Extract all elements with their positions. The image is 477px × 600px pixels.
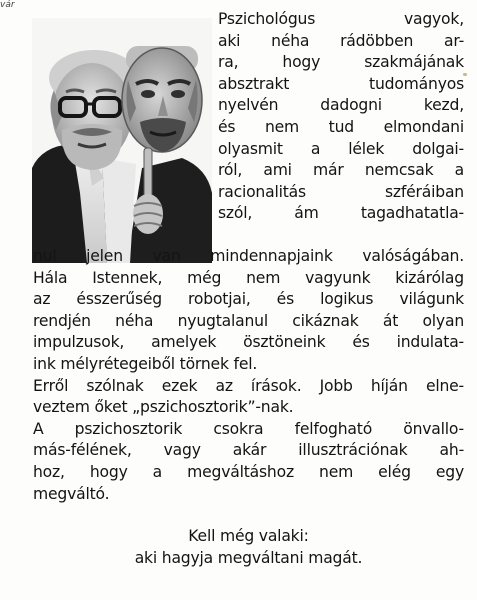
author-photo (32, 18, 212, 263)
intro-paragraph-right (218, 9, 464, 225)
text-line: aki néha rádöbben ar- (218, 31, 464, 50)
text-line: absztrakt tudományos (218, 74, 464, 93)
text-line: megváltó. (33, 484, 110, 503)
text-line: nyelvén dadogni kezd, (218, 96, 464, 115)
text-line: olyasmit a lélek dolgai- (218, 139, 464, 158)
closing-line: Kell még valaki: (188, 527, 309, 545)
intro-paragraph-full (33, 246, 464, 505)
text-line: impulzusok, amelyek ösztöneink és indulata- (33, 333, 464, 352)
text-line: más-félének, vagy akár illusztrációnak ah- (33, 441, 464, 460)
text-line: nul jelen van mindennapjaink valóságában. (33, 247, 464, 265)
text-line: A pszichosztorik csokra felfogható önvallo- (33, 419, 464, 438)
text-line: az ésszerűség robotjai, és logikus világunk (33, 290, 464, 309)
text-line: racionalitás szféráiban (218, 182, 464, 201)
text-line: és nem tud elmondani (218, 117, 464, 136)
text-line: ra, hogy szakmájának (218, 53, 464, 72)
text-line: hoz, hogy a megváltáshoz nem elég egy (33, 462, 464, 481)
closing-lines (33, 526, 464, 569)
text-line: Pszichológus vagyok, (218, 10, 464, 28)
text-line: rendjén néha nyugtalanul cikáznak át olyan (33, 311, 464, 330)
closing-line: aki hagyja megváltani magát. (134, 548, 363, 567)
text-line: veztem őket „pszichosztorik”-nak. (33, 398, 294, 417)
text-line: szól, ám tagadhatatla- (218, 204, 464, 223)
text-line: Hála Istennek, még nem vagyunk kizárólag (33, 268, 464, 287)
author-photo-image (32, 18, 212, 263)
text-line: ról, ami már nemcsak a (218, 161, 464, 180)
text-line: Erről szólnak ezek az írások. Jobb híján elne- (33, 376, 464, 395)
text-line: ink mélyrétegeiből törnek fel. (33, 354, 258, 373)
corner-mark: vár (0, 0, 15, 10)
